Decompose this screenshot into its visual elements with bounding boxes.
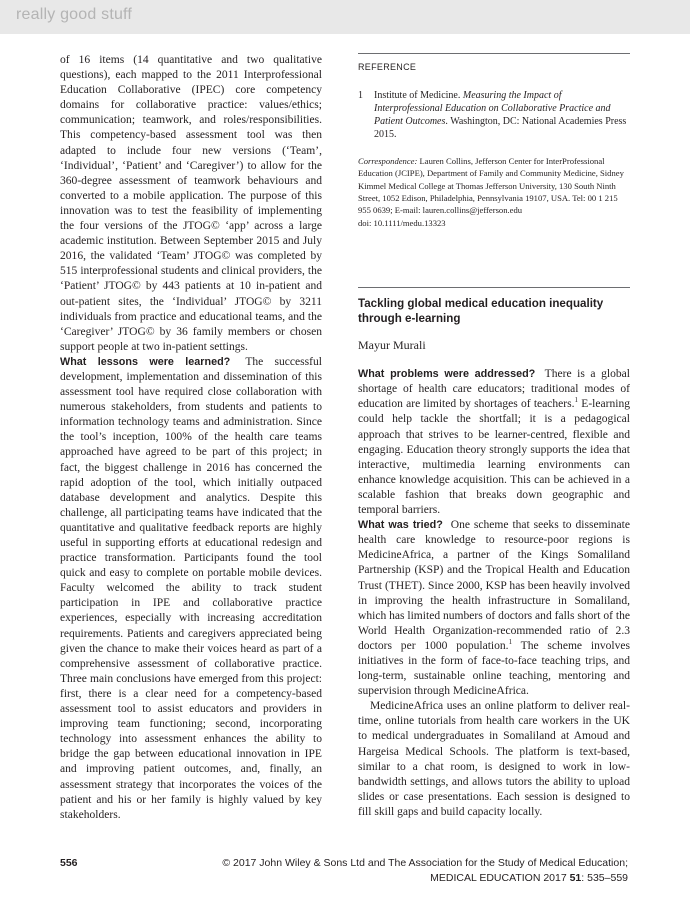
footer-copyright [222,856,628,886]
journal-volume: 51 [569,872,582,884]
tried-text-a: One scheme that seeks to disseminate health care knowledge to resource-poor regions is MedicineAfrica, a partner of the Kings Somaliland Partnership (KSP) and the Tropical Health and Education Trust (THET). Since 2000, KSP has been heavily involved in improving the health infrastructure in Somaliland, which has limited numbers of doctors and falls short of the World Health Organization-recommended ratio of 2.3 doctors per 1000 population. [358,519,630,652]
problems-text-b: E-learning could help tackle the shortfall; it is a pedagogical approach that strives to be learner-centred, flexible and engaging. Education theory strongly supports the idea that interactive, multimedia learning environments can enhance knowledge acquisition. This can be achieved in a scalable fashion that breaks down geographic and temporal barriers. [358,398,631,517]
doi: doi: 10.1111/medu.13323 [358,218,446,229]
lessons-text: The successful development, implementation and dissemination of this assessment tool have required close collaboration with numerous stakeholders, from students and patients to information technology teams and administration. Since the tool’s inception, 100% of the health care teams approached have agreed to be part of this project; in fact, the biggest challenge in 2016 has concerned the rapid adoption of the tool, which initially outpaced database development and analytics. Despite this challenge, all participating teams have indicated that the quantitative and qualitative feedback reports are highly useful in supporting efforts at educational redesign and practice transformation. Participants found the tool quick and easy to complete on portable mobile devices. Faculty welcomed the ability to track student participation in IPE and collaborative practice experiences, especially with increasing accreditation requirements. Patients and caregivers appreciated being given the chance to make their voices heard as part of a comprehensive assessment of collaborative practice. Three main conclusions have emerged from this project: first, there is a clear need for a competency-based assessment tool to assist educators and providers in improving team functioning; second, incorporating technology into assessment enhances the ability to bridge the gap between educational innovation in IPE and improving patient outcomes, and, finally, an assessment strategy that incorporates the voices of the patient and his or her family is highly valued by key stakeholders. [60,355,322,821]
reference-title: Measuring the Impact of Interprofessional Education on Collaborative Practice and Patient Outcomes [374,90,611,128]
journal-citation [222,871,628,886]
body-paragraph: of 16 items (14 quantitative and two qualitative questions), each mapped to the 2011 Interprofessional Education Collaborative (IPEC) core competency domains for collaborative practice: values/ethics; communication; teamwork, and roles/responsibilities. This competency-based assessment tool was then adapted to include four new versions (‘Team’, ‘Individual’, ‘Patient’ and ‘Caregiver’) to allow for the 360-degree assessment of teamwork behaviours and converted to a mobile application. The purpose of this innovation was to test the feasibility of implementing the four versions of the JTOG© ‘app’ across a large academic institution. Between September 2015 and July 2016, the validated ‘Team’ JTOG© was completed by 515 interprofessional students and clinical providers, the ‘Patient’ JTOG© by 443 patients at 10 in-patient and out-patient sites, the ‘Individual’ JTOG© by 3211 individuals from practice and educational teams, and the ‘Caregiver’ JTOG© by 36 family members or chosen support people at two in-patient settings. [60,54,322,353]
reference-number: 1 [358,90,363,102]
problems-heading: What problems were addressed? [358,368,536,381]
section-title: really good stuff [16,6,133,23]
citation-superscript: 1 [574,396,579,405]
left-column [60,53,322,823]
body-paragraph: MedicineAfrica uses an online platform to deliver real-time, online tutorials from health care workers in the UK to medical undergraduates in Somaliland at Amoud and Hargeisa Medical Schools. The platform is text-based, similar to a chat room, is designed to work in low-bandwidth settings, and allows tutors the ability to upload slides or case presentations. Each session is designed to fill skill gaps and build capacity locally. [358,700,630,818]
copyright-line: © 2017 John Wiley & Sons Ltd and The Association for the Study of Medical Education; [222,857,628,869]
journal-prefix: MEDICAL EDUCATION 2017 [430,872,570,884]
article-separator-rule [358,287,630,288]
problems-text-a: There is a global shortage of health care educators; traditional modes of education are limited by shortages of teachers. [358,368,630,411]
lessons-heading: What lessons were learned? [60,355,231,368]
reference-top-rule [358,53,630,54]
article-title: Tackling global medical education inequality through e-learning [358,297,604,326]
reference-text-start: Institute of Medicine. [374,90,463,102]
correspondence-label: Correspondence: [358,156,418,167]
page-number: 556 [60,857,78,869]
problems-section [358,367,630,518]
citation-superscript: 1 [508,638,513,647]
lessons-section [60,355,322,823]
reference-heading: REFERENCE [358,62,417,72]
right-column [358,53,630,820]
article-author: Mayur Murali [358,338,426,353]
journal-pages: : 535–559 [581,872,628,884]
tried-section [358,518,630,699]
reference-item [358,89,630,141]
correspondence-text: Lauren Collins, Jefferson Center for InterProfessional Education (JCIPE), Department of Family and Community Medicine, Sidney Kimmel Medical College at Thomas Jefferson University, 130 South Ninth Street, 1052 Edison, Philadelphia, Pennsylvania 19107, USA. Tel: 00 1 215 955 0639; E-mail: lauren.collins@jefferson.edu [358,156,624,215]
tried-heading: What was tried? [358,519,443,532]
reference-text-end: . Washington, DC: National Academies Press 2015. [374,116,627,141]
correspondence [358,155,630,216]
tried-text-b: The scheme involves initiatives in the form of face-to-face teaching trips, and long-term, sustainable online teaching, mentoring and supervision through MedicineAfrica. [358,639,630,698]
running-header-bar [0,0,690,34]
